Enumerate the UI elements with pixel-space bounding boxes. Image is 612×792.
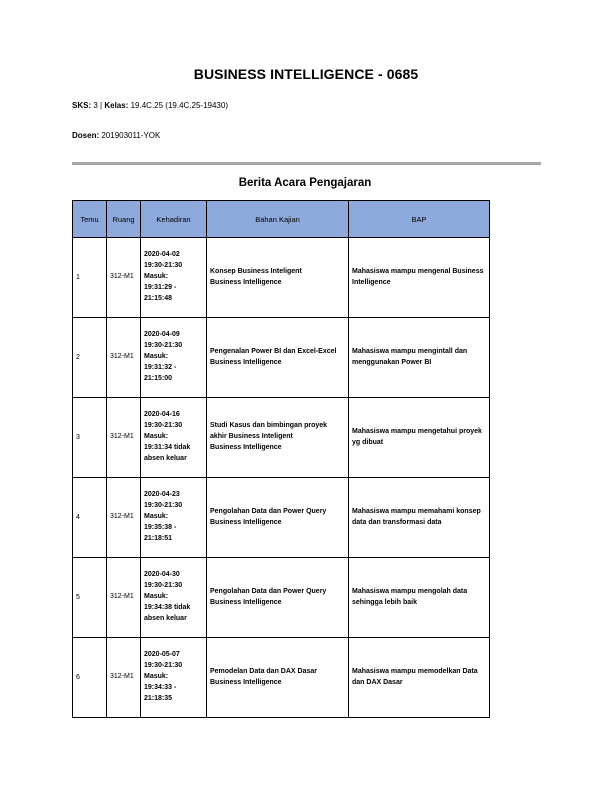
kehadiran-line: 19:34:38 tidak: [144, 603, 191, 611]
kehadiran-line: 21:18:51: [144, 534, 173, 542]
cell-temu: 4: [73, 478, 107, 558]
course-info: [72, 101, 228, 110]
dosen-label: Dosen:: [72, 131, 100, 140]
cell-bap: [349, 478, 490, 558]
cell-bap: [349, 558, 490, 638]
bahan-kajian-line: Business Intelligence: [210, 598, 282, 606]
cell-kehadiran: [141, 318, 207, 398]
table-row: [73, 478, 490, 558]
table-row: [73, 238, 490, 318]
kehadiran-line: 19:30-21:30: [144, 662, 183, 670]
bahan-kajian-line: Business Intelligence: [210, 358, 282, 366]
bahan-kajian-line: Konsep Business Inteligent: [210, 267, 302, 275]
kehadiran-line: absen keluar: [144, 614, 187, 622]
cell-kehadiran: [141, 238, 207, 318]
table-header-row: [73, 201, 490, 238]
kehadiran-line: 19:30-21:30: [144, 342, 183, 350]
kelas-label: Kelas:: [104, 101, 129, 110]
table-row: [73, 558, 490, 638]
kehadiran-line: 19:31:34 tidak: [144, 443, 191, 451]
kehadiran-line: 2020-04-02: [144, 251, 180, 259]
kehadiran-line: 19:31:32 -: [144, 363, 177, 371]
lecturer-info: [72, 131, 160, 140]
kehadiran-line: 19:30-21:30: [144, 502, 183, 510]
kelas-value: 19.4C.25 (19.4C.25-19430): [130, 101, 228, 110]
cell-ruang: 312-M1: [107, 638, 141, 718]
kehadiran-line: 19:34:33 -: [144, 683, 177, 691]
column-header-bahan-kajian: Bahan Kajian: [207, 201, 349, 238]
kehadiran-line: 21:15:48: [144, 294, 173, 302]
cell-ruang: 312-M1: [107, 558, 141, 638]
bahan-kajian-line: Business Intelligence: [210, 678, 282, 686]
bap-text: Mahasiswa mampu mengenal Business Intelligence: [352, 267, 484, 286]
cell-bap: [349, 638, 490, 718]
bap-text: Mahasiswa mampu mengetahui proyek yg dibuat: [352, 427, 482, 446]
kehadiran-line: 19:30-21:30: [144, 422, 183, 430]
kehadiran-line: Masuk:: [144, 353, 169, 361]
kehadiran-line: Masuk:: [144, 273, 169, 281]
kehadiran-line: 21:18:35: [144, 694, 173, 702]
column-header-ruang: Ruang: [107, 201, 141, 238]
teaching-report-table: [72, 200, 490, 718]
header-divider: [72, 162, 541, 165]
bahan-kajian-line: Pengolahan Data dan Power Query: [210, 587, 327, 595]
cell-temu: 6: [73, 638, 107, 718]
bahan-kajian-line: Business Intelligence: [210, 443, 282, 451]
kehadiran-line: 19:30-21:30: [144, 582, 183, 590]
cell-temu: 1: [73, 238, 107, 318]
kehadiran-line: 2020-05-07: [144, 651, 180, 659]
cell-bap: [349, 398, 490, 478]
cell-bahan-kajian: [207, 238, 349, 318]
column-header-temu: Temu: [73, 201, 107, 238]
bahan-kajian-line: Studi Kasus dan bimbingan proyek akhir Business Inteligent: [210, 422, 328, 441]
cell-kehadiran: [141, 638, 207, 718]
kehadiran-line: 21:15:00: [144, 374, 173, 382]
cell-bahan-kajian: [207, 478, 349, 558]
kehadiran-line: 2020-04-30: [144, 571, 180, 579]
kehadiran-line: Masuk:: [144, 673, 169, 681]
cell-kehadiran: [141, 558, 207, 638]
bap-text: Mahasiswa mampu mengolah data sehingga lebih baik: [352, 587, 468, 606]
sks-label: SKS:: [72, 101, 92, 110]
kehadiran-line: Masuk:: [144, 433, 169, 441]
bahan-kajian-line: Business Intelligence: [210, 278, 282, 286]
bahan-kajian-line: Pengenalan Power BI dan Excel-Excel: [210, 347, 337, 355]
course-title: BUSINESS INTELLIGENCE - 0685: [193, 66, 419, 82]
bahan-kajian-line: Business Intelligence: [210, 518, 282, 526]
kehadiran-line: 2020-04-23: [144, 491, 180, 499]
cell-kehadiran: [141, 478, 207, 558]
cell-temu: 5: [73, 558, 107, 638]
column-header-kehadiran: Kehadiran: [141, 201, 207, 238]
kehadiran-line: 19:31:29 -: [144, 283, 177, 291]
cell-ruang: 312-M1: [107, 398, 141, 478]
cell-bap: [349, 318, 490, 398]
bap-text: Mahasiswa mampu memahami konsep data dan transformasi data: [352, 507, 481, 526]
cell-bahan-kajian: [207, 638, 349, 718]
cell-temu: 2: [73, 318, 107, 398]
cell-bahan-kajian: [207, 318, 349, 398]
kehadiran-line: 2020-04-09: [144, 331, 180, 339]
cell-bahan-kajian: [207, 558, 349, 638]
kehadiran-line: 2020-04-16: [144, 411, 180, 419]
kehadiran-line: absen keluar: [144, 454, 187, 462]
table-row: [73, 318, 490, 398]
cell-kehadiran: [141, 398, 207, 478]
section-title: Berita Acara Pengajaran: [238, 177, 372, 189]
table-row: [73, 638, 490, 718]
kehadiran-line: Masuk:: [144, 513, 169, 521]
bahan-kajian-line: Pemodelan Data dan DAX Dasar: [210, 667, 317, 675]
cell-bahan-kajian: [207, 398, 349, 478]
kehadiran-line: 19:30-21:30: [144, 262, 183, 270]
column-header-bap: BAP: [349, 201, 490, 238]
cell-temu: 3: [73, 398, 107, 478]
kehadiran-line: Masuk:: [144, 593, 169, 601]
cell-ruang: 312-M1: [107, 238, 141, 318]
sks-value: 3 |: [93, 101, 103, 110]
bahan-kajian-line: Pengolahan Data dan Power Query: [210, 507, 327, 515]
cell-ruang: 312-M1: [107, 478, 141, 558]
bap-text: Mahasiswa mampu mengintall dan menggunakan Power BI: [352, 347, 468, 366]
cell-ruang: 312-M1: [107, 318, 141, 398]
table-row: [73, 398, 490, 478]
dosen-value: 201903011-YOK: [101, 131, 161, 140]
bap-text: Mahasiswa mampu memodelkan Data dan DAX Dasar: [352, 667, 478, 686]
cell-bap: [349, 238, 490, 318]
kehadiran-line: 19:35:38 -: [144, 523, 177, 531]
